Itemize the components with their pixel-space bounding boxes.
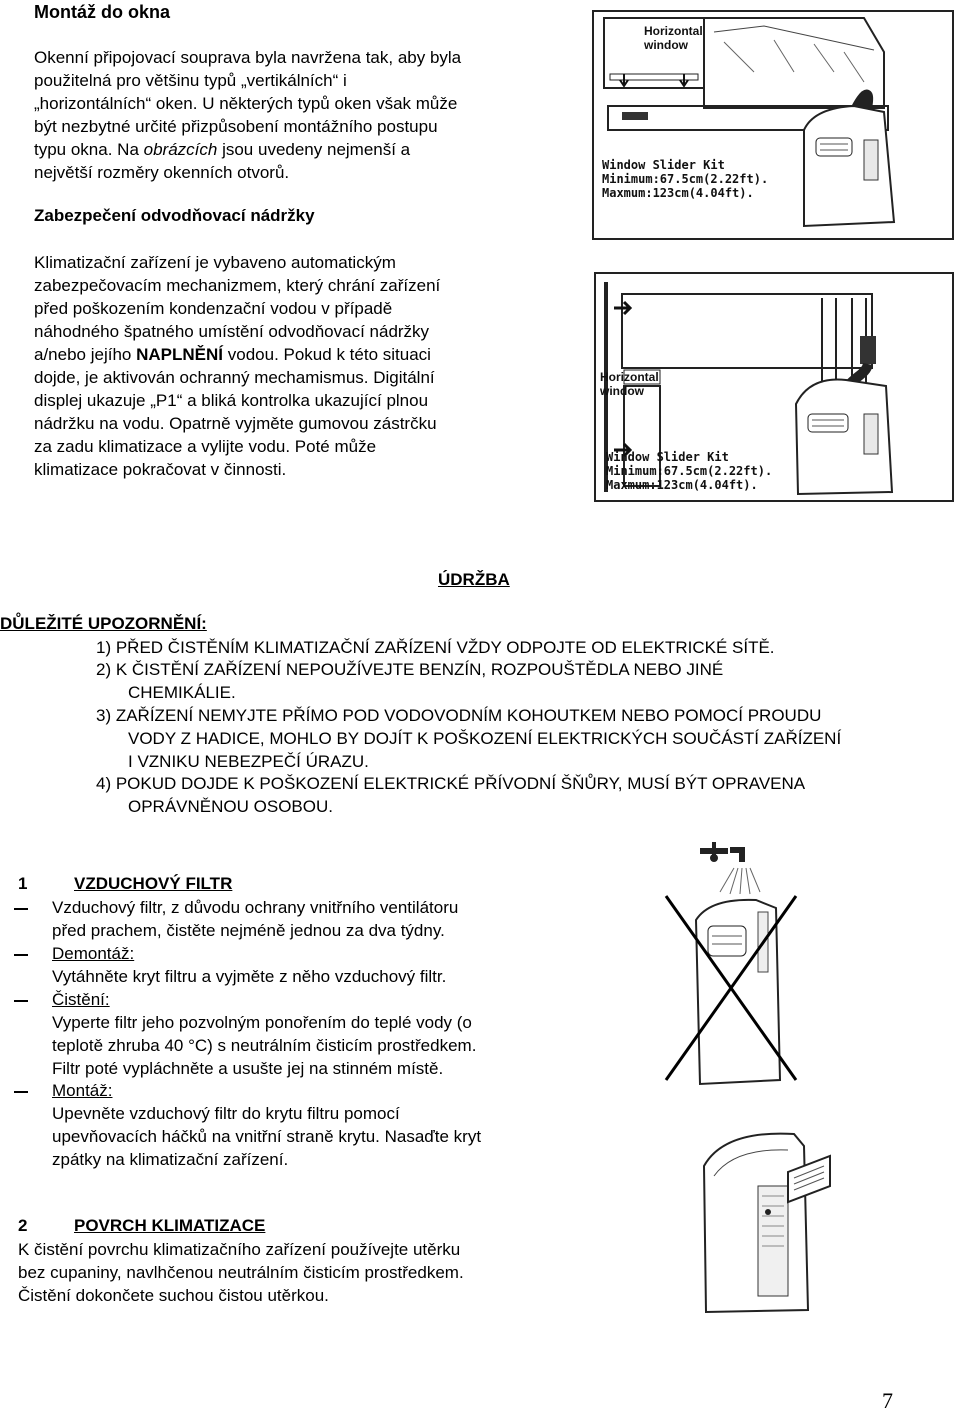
warning-heading-text: DŮLEŽITÉ UPOZORNĚNÍ: [0,614,207,633]
text-span: typu okna. Na [34,140,139,159]
window-mount-paragraph [34,46,574,184]
label-line: Horizontal [644,24,703,38]
text-line: použitelná pro většinu typů „vertikálních“ i [34,71,347,90]
filter-removal [52,942,446,988]
bold-text: NAPLNĚNÍ [136,345,224,364]
surface-section-title: POVRCH KLIMATIZACE [74,1216,266,1235]
label-line: window [644,38,688,52]
warning-item-continued: CHEMIKÁLIE. [128,683,236,702]
tank-paragraph [34,251,574,481]
label-line: Horizontal [600,370,659,384]
text-line [34,343,574,366]
warning-item: 2) K ČISTĚNÍ ZAŘÍZENÍ NEPOUŽÍVEJTE BENZÍN, ROZPOUŠTĚDLA NEBO JINÉ [96,660,724,679]
text-span: vodou. Pokud k této situaci [227,345,431,364]
section-heading-window-mount: Montáž do okna [34,2,170,22]
dash-bullet [14,908,28,910]
maintenance-title: ÚDRŽBA [438,570,510,589]
filter-intro [52,896,458,942]
text-line: nádržku na vodu. Opatrně vyjměte gumovou zástrčku [34,414,437,433]
text-line: Filtr poté vypláchněte a usušte jej na stinném místě. [52,1059,444,1078]
removal-label: Demontáž: [52,944,135,963]
figure-kit-caption [602,158,768,200]
text-line: dojde, je aktivován ochranný mechamismus. Digitální [34,368,435,387]
text-line: displej ukazuje „P1“ a bliká kontrolka ukazující plnou [34,391,429,410]
text-line: upevňovacích háčků na vnitřní straně krytu. Nasaďte kryt [52,1127,482,1146]
text-span: jsou uvedeny nejmenší a [222,140,411,159]
text-line: „horizontálních“ oken. U některých typů oken však může [34,94,458,113]
text-line [34,138,574,161]
surface-paragraph [18,1238,464,1307]
warning-heading [0,614,207,634]
warning-item-continued: I VZNIKU NEBEZPEČÍ ÚRAZU. [128,752,369,771]
text-line: náhodného špatného umístění odvodňovací nádržky [34,322,430,341]
figure-window-kit-2 [594,272,954,502]
figure-kit-caption [606,450,772,492]
text-span: a/nebo jejího [34,345,132,364]
dash-bullet [14,1091,28,1093]
text-line: Čistění dokončete suchou čistou utěrkou. [18,1286,329,1305]
text-line: zpátky na klimatizační zařízení. [52,1150,289,1169]
warning-item-continued: VODY Z HADICE, MOHLO BY DOJÍT K POŠKOZENÍ ELEKTRICKÝCH SOUČÁSTÍ ZAŘÍZENÍ [128,729,842,748]
figure-window-label [644,24,703,52]
filter-section-number: 1 [18,874,28,893]
figure-window-label [600,370,659,398]
text-line: Vyperte filtr jeho pozvolným ponořením do teplé vody (o [52,1013,472,1032]
filter-removal-illustration [684,1126,834,1316]
warning-item-continued: OPRÁVNĚNOU OSOBOU. [128,797,333,816]
filter-cleaning [52,988,476,1080]
text-line: před prachem, čistěte nejméně jednou za dva týdny. [52,921,445,940]
text-line: Klimatizační zařízení je vybaveno automatickým [34,253,396,272]
text-line: klimatizace pokračovat v činnosti. [34,460,287,479]
label-line: window [600,384,644,398]
warning-item: 3) ZAŘÍZENÍ NEMYJTE PŘÍMO POD VODOVODNÍM KOHOUTKEM NEBO POMOCÍ PROUDU [96,706,822,725]
caption-line: Maxmum:123cm(4.04ft). [602,186,754,200]
page-number: 7 [882,1388,893,1413]
caption-line: Minimum:67.5cm(2.22ft). [602,172,769,186]
dash-bullet [14,1000,28,1002]
text-line: před poškozením kondenzační vodou v případě [34,299,393,318]
dash-bullet [14,954,28,956]
faucet-icon [700,842,760,894]
text-line: bez cupaniny, navlhčenou neutrálním čisticím prostředkem. [18,1263,464,1282]
caption-line: Window Slider Kit [606,450,729,464]
text-line: za zadu klimatizace a vylijte vodu. Poté může [34,437,377,456]
text-line: teplotě zhruba 40 °C) s neutrálním čisticím prostředkem. [52,1036,477,1055]
text-line: zabezpečovacím mechanizmem, který chrání zařízení [34,276,441,295]
text-line: být nezbytné určité přizpůsobení montážního postupu [34,117,438,136]
text-line: Vytáhněte kryt filtru a vyjměte z něho vzduchový filtr. [52,967,447,986]
cleaning-label: Čistění: [52,990,110,1009]
filter-mount [52,1079,481,1171]
text-line: Okenní připojovací souprava byla navržena tak, aby byla [34,48,462,67]
text-line: největší rozměry okenních otvorů. [34,163,290,182]
text-line: Upevněte vzduchový filtr do krytu filtru pomocí [52,1104,400,1123]
warning-item: 1) PŘED ČISTĚNÍM KLIMATIZAČNÍ ZAŘÍZENÍ VŽDY ODPOJTE OD ELEKTRICKÉ SÍTĚ. [96,638,775,657]
italic-text: obrázcích [143,140,218,159]
caption-line: Window Slider Kit [602,158,725,172]
caption-line: Maxmum:123cm(4.04ft). [606,478,758,492]
section-heading-tank: Zabezpečení odvodňovací nádržky [34,206,315,225]
surface-section-number: 2 [18,1216,28,1235]
warning-item: 4) POKUD DOJDE K POŠKOZENÍ ELEKTRICKÉ PŘÍVODNÍ ŠŇŮRY, MUSÍ BÝT OPRAVENA [96,774,806,793]
caption-line: Minimum:67.5cm(2.22ft). [606,464,773,478]
no-washing-illustration [660,840,800,1090]
filter-section-title: VZDUCHOVÝ FILTR [74,874,233,893]
text-line: K čistění povrchu klimatizačního zařízení používejte utěrku [18,1240,461,1259]
mount-label: Montáž: [52,1081,113,1100]
text-line: Vzduchový filtr, z důvodu ochrany vnitřního ventilátoru [52,898,459,917]
figure-window-kit-1 [592,10,954,240]
